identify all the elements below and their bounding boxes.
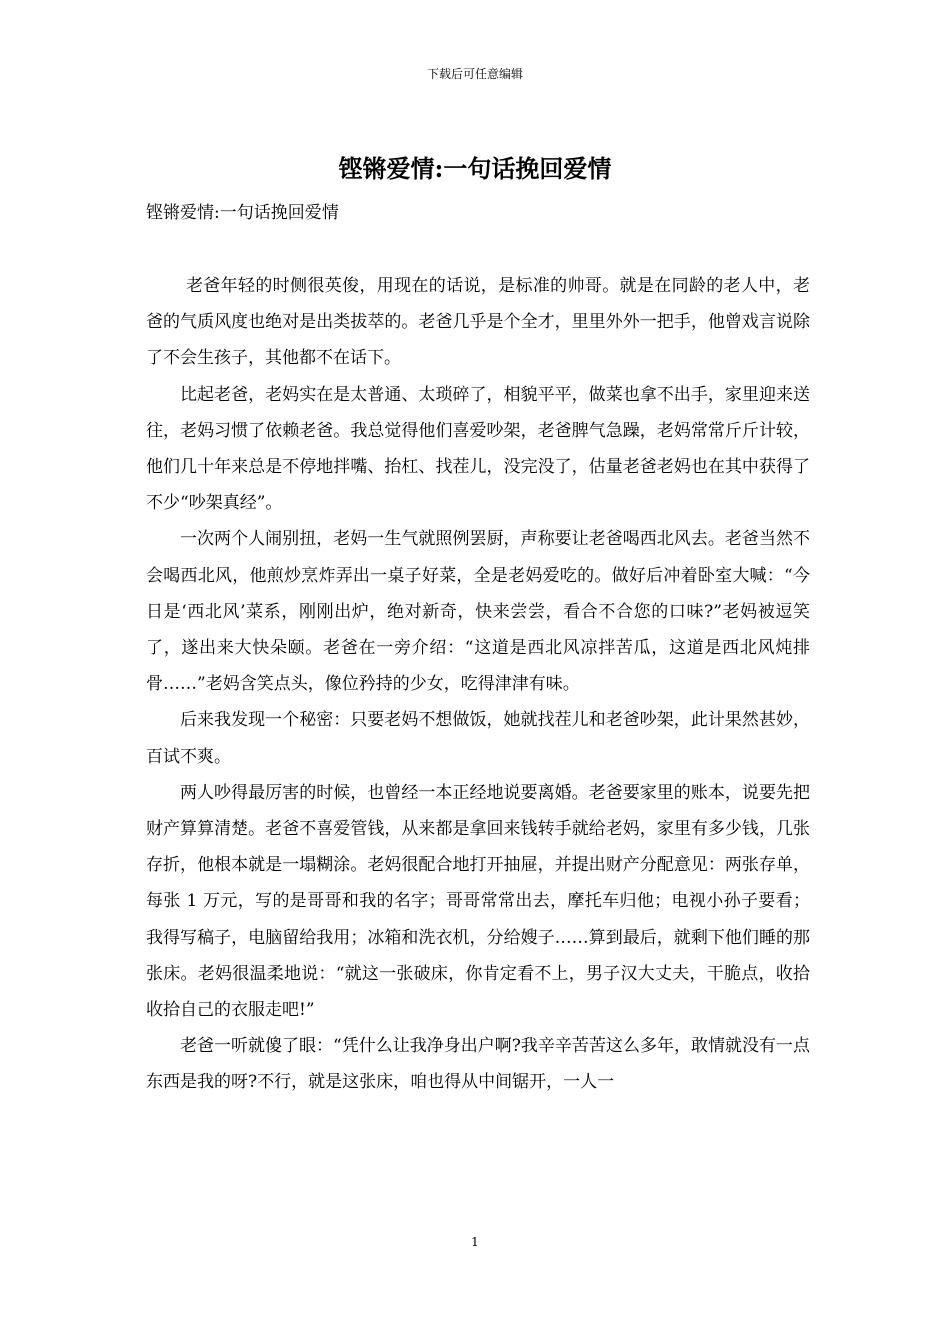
paragraph: 比起老爸，老妈实在是太普通、太琐碎了，相貌平平，做菜也拿不出手，家里迎来送往，老妈习惯了依赖老爸。我总觉得他们喜爱吵架，老爸脾气急躁，老妈常常斤斤计较，他们几十年来总是不停地拌嘴、抬杠、找茬儿，没完没了，估量老爸老妈也在其中获得了不少“吵架真经”。 <box>146 384 810 514</box>
header-note: 下载后可任意编辑 <box>426 67 523 81</box>
paragraph: 老爸年轻的时侧很英俊，用现在的话说，是标准的帅哥。就是在同龄的老人中，老爸的气质风度也绝对是出类拔萃的。老爸几乎是个全才，里里外外一把手，他曾戏言说除了不会生孩子，其他都不在话下。 <box>146 276 810 369</box>
paragraph: 后来我发现一个秘密：只要老妈不想做饭，她就找茬儿和老爸吵架，此计果然甚妙，百试不爽。 <box>146 710 810 767</box>
document-body <box>146 268 810 1101</box>
paragraph: 一次两个人闹别扭，老妈一生气就照例罢厨，声称要让老爸喝西北风去。老爸当然不会喝西北风，他煎炒烹炸弄出一桌子好菜，全是老妈爱吃的。做好后冲着卧室大喊：“今日是‘西北风’菜系，刚刚出炉，绝对新奇，快来尝尝，看合不合您的口味?”老妈被逗笑了，遂出来大快朵颐。老爸在一旁介绍：“这道是西北风凉拌苦瓜，这道是西北风炖排骨……”老妈含笑点头，像位矜持的少女，吃得津津有味。 <box>146 529 810 695</box>
page-number: 1 <box>471 1235 479 1249</box>
document-subtitle: 铿锵爱情:一句话挽回爱情 <box>146 203 339 223</box>
document-title: 铿锵爱情:一句话挽回爱情 <box>338 154 612 183</box>
paragraph: 老爸一听就傻了眼：“凭什么让我净身出户啊?我辛辛苦苦这么多年，敢情就没有一点东西是我的呀?不行，就是这张床，咱也得从中间锯开，一人一 <box>146 1036 810 1093</box>
paragraph: 两人吵得最厉害的时候，也曾经一本正经地说要离婚。老爸要家里的账本，说要先把财产算算清楚。老爸不喜爱管钱，从来都是拿回来钱转手就给老妈，家里有多少钱，几张存折，他根本就是一塌糊涂。老妈很配合地打开抽屉，并提出财产分配意见：两张存单，每张 1 万元，写的是哥哥和我的名字；哥哥常常出去，摩托车归他；电视小孙子要看；我得写稿子，电脑留给我用；冰箱和洗衣机，分给嫂子……算到最后，就剩下他们睡的那张床。老妈很温柔地说：“就这一张破床，你肯定看不上，男子汉大丈夫，干脆点，收拾收拾自己的衣服走吧!” <box>146 782 810 1021</box>
